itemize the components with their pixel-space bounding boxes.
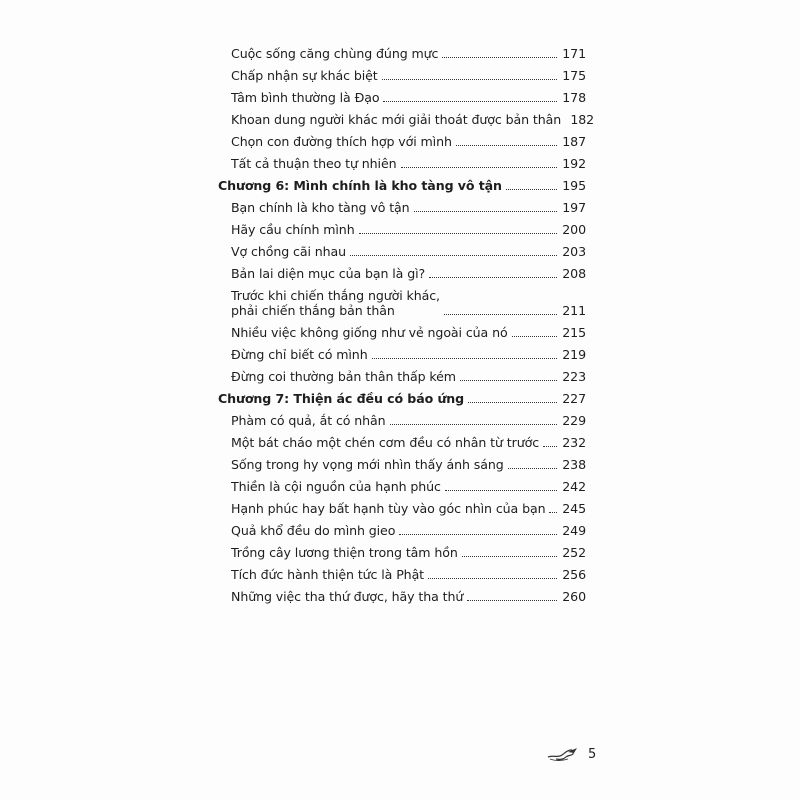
page-footer (546, 746, 596, 762)
toc-page-number: 252 (562, 545, 586, 560)
toc-entry-title: Trước khi chiến thắng người khác, (231, 288, 440, 303)
toc-entry (218, 457, 586, 472)
toc-page-number: 227 (562, 391, 586, 406)
dot-leader (401, 167, 558, 168)
toc-page-number: 232 (562, 435, 586, 450)
dot-leader (428, 578, 557, 579)
dot-leader (445, 490, 557, 491)
toc-entry (218, 413, 586, 428)
toc-page-number: 238 (562, 457, 586, 472)
dot-leader (468, 402, 557, 403)
toc-entry (218, 156, 586, 171)
table-of-contents (218, 46, 595, 611)
toc-entry-title: Cuộc sống căng chùng đúng mực (231, 46, 439, 61)
toc-entry (218, 435, 586, 450)
toc-entry-title: Một bát cháo một chén cơm đều có nhân từ trước (231, 435, 540, 450)
toc-entry (218, 200, 586, 215)
toc-page-number: 245 (562, 501, 586, 516)
toc-entry-title: Khoan dung người khác mới giải thoát được bản thân (231, 112, 562, 127)
toc-entry-title: Chọn con đường thích hợp với mình (231, 134, 452, 149)
dot-leader (429, 277, 557, 278)
toc-page-number: 242 (562, 479, 586, 494)
toc-entry-title: Những việc tha thứ được, hãy tha thứ (231, 589, 464, 604)
dot-leader (508, 468, 557, 469)
toc-entry (218, 567, 586, 582)
toc-entry-title: Chấp nhận sự khác biệt (231, 68, 378, 83)
dot-leader (399, 534, 557, 535)
toc-chapter-title: Chương 6: Mình chính là kho tàng vô tận (218, 178, 502, 193)
toc-entry-title: Vợ chồng cãi nhau (231, 244, 347, 259)
toc-entry-title-continued: phải chiến thắng bản thân (231, 303, 395, 318)
toc-entry (218, 523, 586, 538)
toc-entry (218, 222, 586, 237)
toc-entry-title: Nhiều việc không giống như vẻ ngoài của nó (231, 325, 508, 340)
toc-entry-title: Sống trong hy vọng mới nhìn thấy ánh sáng (231, 457, 504, 472)
toc-page-number: 219 (562, 347, 586, 362)
toc-page-number: 197 (562, 200, 586, 215)
dot-leader (350, 255, 557, 256)
toc-entry-title: Hãy cầu chính mình (231, 222, 355, 237)
toc-entry-title: Tích đức hành thiện tức là Phật (231, 567, 425, 582)
toc-page-number: 256 (562, 567, 586, 582)
toc-page-number: 175 (562, 68, 586, 83)
toc-page-number: 195 (562, 178, 586, 193)
toc-entry (218, 134, 586, 149)
toc-entry-title: Phàm có quả, ắt có nhân (231, 413, 386, 428)
toc-entry (218, 347, 586, 362)
toc-entry-title: Thiền là cội nguồn của hạnh phúc (231, 479, 441, 494)
toc-entry-title: Bạn chính là kho tàng vô tận (231, 200, 410, 215)
toc-chapter-heading (218, 178, 586, 193)
toc-entry (218, 112, 595, 127)
dot-leader (383, 101, 557, 102)
toc-page-number: 178 (562, 90, 586, 105)
toc-entry (218, 325, 586, 340)
toc-entry (218, 501, 586, 516)
dot-leader (549, 512, 557, 513)
toc-entry-title: Đừng chỉ biết có mình (231, 347, 368, 362)
toc-entry (218, 46, 586, 61)
toc-entry-title: Tâm bình thường là Đạo (231, 90, 380, 105)
dot-leader (359, 233, 557, 234)
toc-page-number: 249 (562, 523, 586, 538)
toc-page-number: 215 (562, 325, 586, 340)
toc-entry (218, 68, 586, 83)
dot-leader (460, 380, 557, 381)
toc-entry (218, 244, 586, 259)
toc-entry-title: Hạnh phúc hay bất hạnh tùy vào góc nhìn của bạn (231, 501, 546, 516)
toc-entry (218, 545, 586, 560)
dot-leader (372, 358, 557, 359)
toc-page-number: 187 (562, 134, 586, 149)
toc-entry (218, 288, 586, 318)
dot-leader (467, 600, 557, 601)
dot-leader (512, 336, 557, 337)
toc-page-number: 192 (562, 156, 586, 171)
toc-page-number: 223 (562, 369, 586, 384)
dot-leader (414, 211, 557, 212)
toc-entry-title: Quả khổ đều do mình gieo (231, 523, 396, 538)
toc-entry (218, 90, 586, 105)
toc-entry-title: Bản lai diện mục của bạn là gì? (231, 266, 426, 281)
toc-entry-title-block (231, 288, 440, 318)
dot-leader (382, 79, 557, 80)
toc-entry-title: Tất cả thuận theo tự nhiên (231, 156, 397, 171)
toc-chapter-title: Chương 7: Thiện ác đều có báo ứng (218, 391, 465, 406)
toc-page-number: 260 (562, 589, 586, 604)
toc-entry-title: Đừng coi thường bản thân thấp kém (231, 369, 456, 384)
toc-entry-title: Trồng cây lương thiện trong tâm hồn (231, 545, 458, 560)
toc-page-number: 229 (562, 413, 586, 428)
toc-entry (218, 589, 586, 604)
toc-chapter-heading (218, 391, 586, 406)
toc-entry (218, 479, 586, 494)
dot-leader (442, 57, 557, 58)
dot-leader (543, 446, 557, 447)
dot-leader (390, 424, 557, 425)
bird-ornament-icon (546, 746, 582, 762)
dot-leader (444, 314, 557, 315)
toc-page-number: 203 (562, 244, 586, 259)
toc-page-number: 211 (562, 303, 586, 318)
toc-page-number: 200 (562, 222, 586, 237)
dot-leader (462, 556, 557, 557)
toc-page-number: 182 (570, 112, 595, 127)
toc-page-number: 208 (562, 266, 586, 281)
dot-leader (506, 189, 557, 190)
toc-page-number: 171 (562, 46, 586, 61)
dot-leader (456, 145, 557, 146)
page-number: 5 (588, 746, 597, 762)
toc-entry (218, 266, 586, 281)
toc-entry (218, 369, 586, 384)
